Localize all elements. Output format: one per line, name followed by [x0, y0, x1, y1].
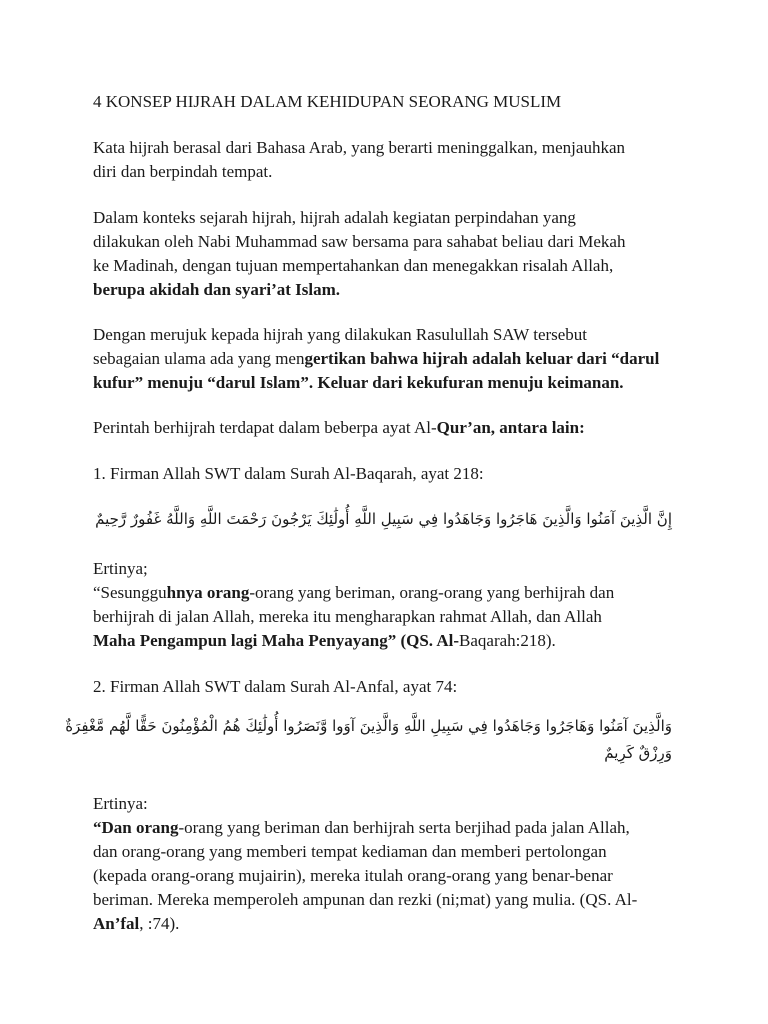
verse-2-translation-label: Ertinya:	[93, 794, 148, 813]
paragraph-1-line-1: Kata hijrah berasal dari Bahasa Arab, yang berarti meninggalkan, menjauhkan	[93, 138, 625, 157]
paragraph-1-line-2: diri dan berpindah tempat.	[93, 162, 273, 181]
verse-1-translation-label: Ertinya;	[93, 559, 148, 578]
verse-2-translation-rest: -orang yang beriman dan berhijrah serta berjihad pada jalan Allah,	[178, 818, 630, 837]
verse-1-translation-line-1	[93, 581, 614, 606]
verse-1-translation-line-3	[93, 629, 556, 654]
paragraph-2-line-2: dilakukan oleh Nabi Muhammad saw bersama para sahabat beliau dari Mekah	[93, 232, 626, 251]
paragraph-3-line-2-regular: sebagaian ulama ada yang men	[93, 349, 305, 368]
verse-1-reference: Baqarah:218).	[459, 631, 556, 650]
verse-1-translation-bold: hnya orang	[166, 583, 250, 602]
paragraph-2-line-1: Dalam konteks sejarah hijrah, hijrah adalah kegiatan perpindahan yang	[93, 208, 576, 227]
verse-2-reference: , :74).	[139, 914, 180, 933]
verse-1-translation-rest: -orang yang beriman, orang-orang yang berhijrah dan	[249, 583, 615, 602]
paragraph-3-line-1: Dengan merujuk kepada hijrah yang dilakukan Rasulullah SAW tersebut	[93, 325, 588, 344]
verse-2-translation-line-1	[93, 816, 630, 841]
verse-1-translation-line-2: berhijrah di jalan Allah, mereka itu mengharapkan rahmat Allah, dan Allah	[93, 607, 602, 626]
verse-1-arabic-text: إِنَّ الَّذِينَ آمَنُوا وَالَّذِينَ هَاجَرُوا وَجَاهَدُوا فِي سَبِيلِ اللَّهِ أُولَٰئِكَ يَرْجُونَ رَحْمَتَ اللَّهِ وَاللَّهُ غَفُورٌ رَّحِيمٌ	[95, 510, 672, 528]
paragraph-3-line-3: kufur” menuju “darul Islam”. Keluar dari kekufuran menuju keimanan.	[93, 373, 624, 392]
paragraph-3-line-2-bold: gertikan bahwa hijrah adalah keluar dari “darul	[304, 349, 660, 368]
document-title: 4 KONSEP HIJRAH DALAM KEHIDUPAN SEORANG MUSLIM	[93, 92, 562, 111]
verse-2-translation-line-2: dan orang-orang yang memberi tempat kediaman dan memberi pertolongan	[93, 842, 607, 861]
verse-1-translation-quote-open: “Sesunggu	[93, 583, 167, 602]
paragraph-2-line-4: berupa akidah dan syari’at Islam.	[93, 280, 341, 299]
verse-2-translation-line-4: beriman. Mereka memperoleh ampunan dan rezki (ni;mat) yang mulia. (QS. Al-	[93, 890, 638, 909]
verse-2-arabic-line-1: وَالَّذِينَ آمَنُوا وَهَاجَرُوا وَجَاهَدُوا فِي سَبِيلِ اللَّهِ وَالَّذِينَ آوَوا وَّنَصَرُوا أُولَٰئِكَ هُمُ الْمُؤْمِنُونَ حَقًّا لَّهُم مَّغْفِرَةٌ	[65, 717, 672, 735]
verse-2-translation-line-5	[93, 912, 179, 937]
verse-2-translation-bold: “Dan orang	[93, 818, 179, 837]
verse-2-translation-line-3: (kepada orang-orang mujairin), mereka itulah orang-orang yang benar-benar	[93, 866, 613, 885]
verse-1-reference-bold: QS. Al-	[406, 631, 460, 650]
paragraph-2-line-3: ke Madinah, dengan tujuan mempertahankan dan menegakkan risalah Allah,	[93, 256, 614, 275]
paragraph-4-bold: Qur’an, antara lain:	[436, 418, 585, 437]
paragraph-4	[93, 416, 585, 441]
paragraph-3-line-2	[93, 347, 659, 372]
paragraph-4-regular: Perintah berhijrah terdapat dalam beberpa ayat Al-	[93, 418, 437, 437]
verse-2-reference-bold: An’fal	[93, 914, 140, 933]
verse-1-translation-bold-end: Maha Pengampun lagi Maha Penyayang” (	[93, 631, 407, 650]
verse-2-arabic-line-2: وَرِزْقٌ كَرِيمٌ	[604, 744, 672, 762]
verse-2-heading: 2. Firman Allah SWT dalam Surah Al-Anfal, ayat 74:	[93, 677, 458, 696]
verse-1-heading: 1. Firman Allah SWT dalam Surah Al-Baqarah, ayat 218:	[93, 464, 484, 483]
